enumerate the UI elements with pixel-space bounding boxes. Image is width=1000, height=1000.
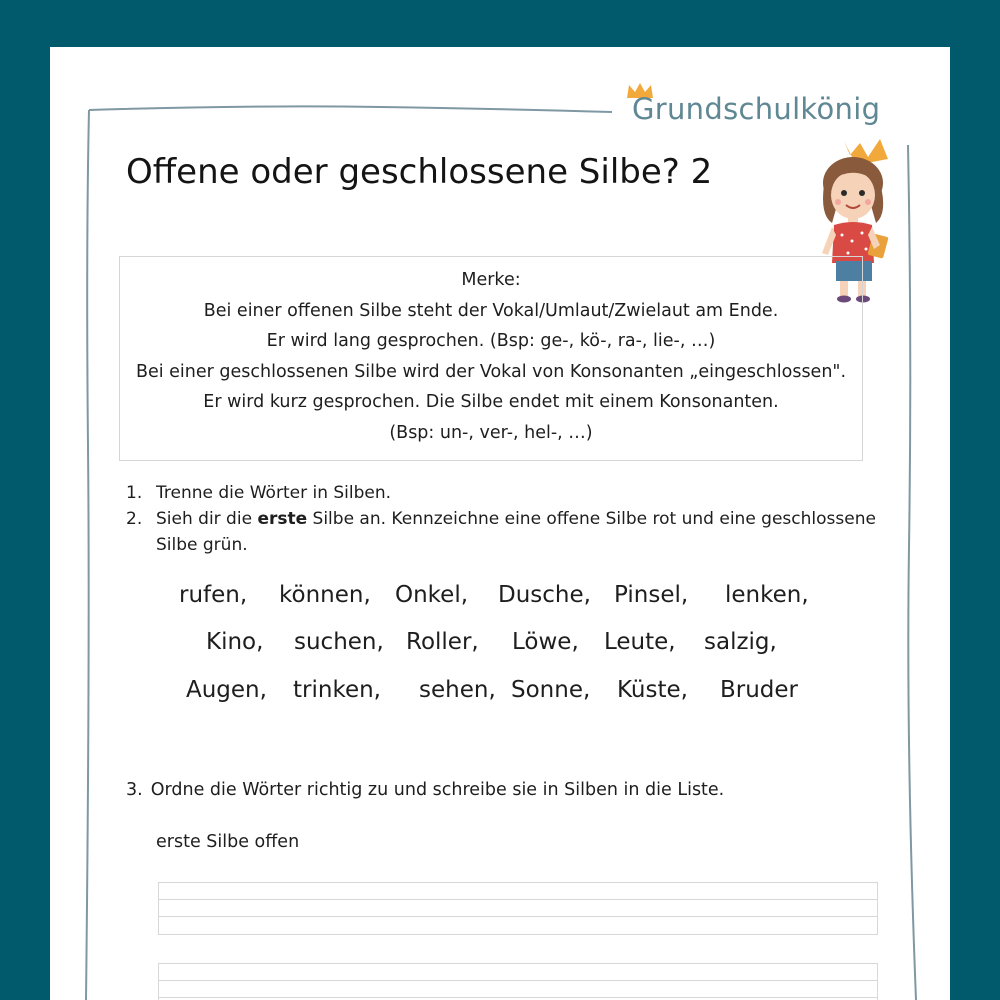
word: salzig, [704,629,777,655]
word: können, [279,582,371,608]
writing-lines[interactable] [158,882,878,935]
word: Löwe, [512,629,579,655]
word-row [50,582,950,622]
task-number: 1. [126,483,143,503]
word: Roller, [406,629,479,655]
word: sehen, [419,677,496,703]
merke-line: Bei einer geschlossenen Silbe wird der Vokal von Konsonanten „eingeschlossen". [135,361,847,382]
word: Augen, [186,677,267,703]
page-title: Offene oder geschlossene Silbe? 2 [126,152,713,192]
task-text-bold: erste [257,509,308,529]
task-text: Silbe an. Kennzeichne eine offene Silbe rot und eine geschlossene Silbe grün. [156,509,876,555]
task-2 [126,506,886,558]
word: Kino, [206,629,264,655]
word: Küste, [617,677,688,703]
word: Dusche, [498,582,591,608]
word: suchen, [294,629,384,655]
word: Sonne, [511,677,591,703]
merke-line: (Bsp: un-, ver-, hel-, …) [389,422,593,443]
task-number: 2. [126,509,143,529]
writing-lines[interactable] [158,963,878,1000]
word: trinken, [293,677,381,703]
task-3 [126,780,724,800]
word: Pinsel, [614,582,689,608]
word: lenken, [725,582,809,608]
task-1 [126,480,886,506]
task-list [126,480,886,558]
brand-logo: Grundschulkönig [632,92,881,126]
word-row [50,677,950,717]
merke-heading: Merke: [461,270,521,290]
task-text: Ordne die Wörter richtig zu und schreibe sie in Silben in die Liste. [150,780,725,800]
merke-line: Er wird lang gesprochen. (Bsp: ge-, kö-, ra-, lie-, …) [266,331,716,351]
task-text: Sieh dir die [156,509,258,529]
word-row [50,629,950,669]
task-text: Trenne die Wörter in Silben. [156,483,392,503]
word: rufen, [179,582,248,608]
merke-line: Er wird kurz gesprochen. Die Silbe endet mit einem Konsonanten. [203,392,779,412]
word: Onkel, [395,582,469,608]
list-heading: erste Silbe offen [156,832,300,852]
word: Leute, [604,629,676,655]
task-number: 3. [126,780,143,800]
worksheet-page [50,47,950,1000]
merke-box [119,256,863,461]
word: Bruder [720,677,799,703]
merke-line: Bei einer offenen Silbe steht der Vokal/Umlaut/Zwielaut am Ende. [203,300,779,321]
